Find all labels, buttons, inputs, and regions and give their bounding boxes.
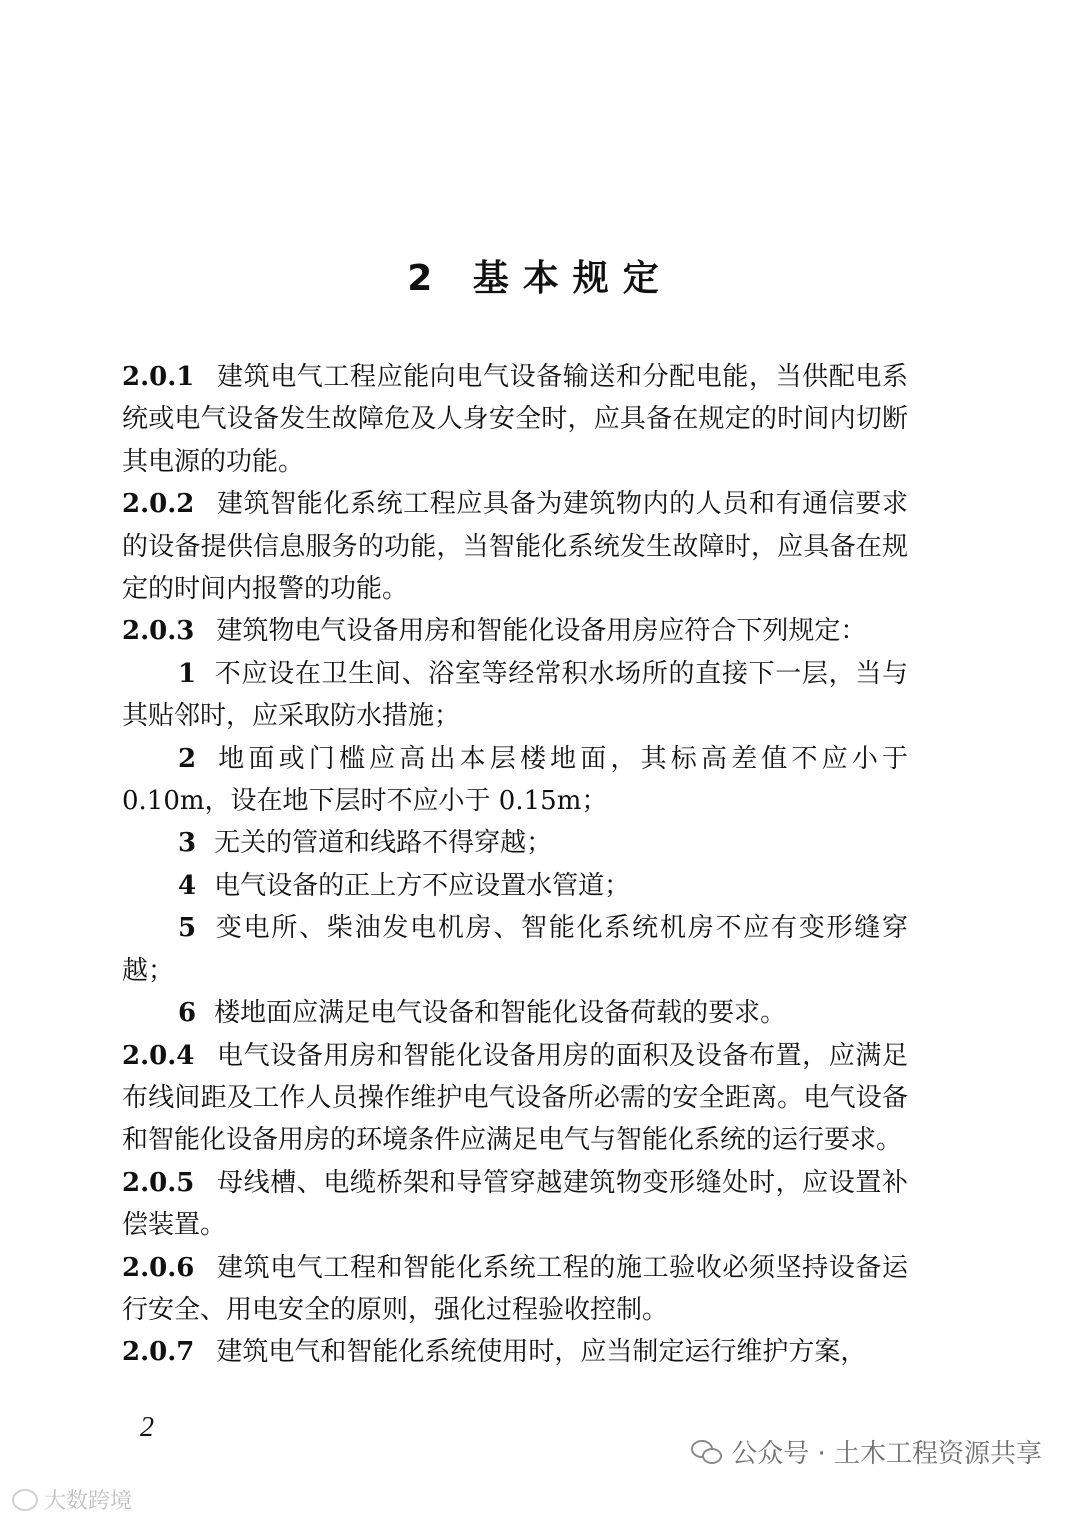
item-number: 6 bbox=[178, 998, 197, 1029]
clause-text: 电气设备用房和智能化设备用房的面积及设备布置，应满足布线间距及工作人员操作维护电气设备所必需的安全距离。电气设备和智能化设备用房的环境条件应满足电气与智能化系统的运行要求。 bbox=[122, 1040, 908, 1156]
clause-number: 2.0.1 bbox=[122, 362, 195, 392]
item-text: 楼地面应满足电气设备和智能化设备荷载的要求。 bbox=[214, 998, 787, 1029]
item-number: 1 bbox=[178, 658, 197, 689]
item-number: 2 bbox=[178, 743, 197, 774]
list-item bbox=[122, 653, 908, 738]
clause-text: 建筑电气工程和智能化系统工程的施工验收必须坚持设备运行安全、用电安全的原则，强化过程验收控制。 bbox=[122, 1252, 908, 1325]
list-item bbox=[122, 907, 908, 992]
clause-number: 2.0.5 bbox=[122, 1167, 195, 1198]
clause-number: 2.0.4 bbox=[122, 1040, 195, 1071]
watermark bbox=[12, 1484, 132, 1515]
item-text: 地面或门槛应高出本层楼地面，其标高差值不应小于 0.10m，设在地下层时不应小于 0.15m； bbox=[122, 743, 908, 817]
document-body bbox=[122, 356, 908, 1374]
list-item bbox=[122, 822, 908, 864]
clause bbox=[122, 356, 908, 483]
clause bbox=[122, 1247, 908, 1332]
watermark-text: 大数跨境 bbox=[44, 1489, 133, 1514]
item-number: 4 bbox=[178, 870, 197, 901]
item-number: 3 bbox=[178, 828, 197, 859]
clause-number: 2.0.2 bbox=[122, 489, 195, 520]
clause-text: 建筑电气和智能化系统使用时，应当制定运行维护方案， bbox=[216, 1337, 867, 1368]
wechat-icon bbox=[691, 1440, 721, 1464]
clause-text: 建筑物电气设备用房和智能化设备用房应符合下列规定： bbox=[216, 616, 867, 647]
item-text: 变电所、柴油发电机房、智能化系统机房不应有变形缝穿越； bbox=[122, 913, 908, 986]
wechat-account-text: 公众号 · 土木工程资源共享 bbox=[731, 1439, 1042, 1469]
watermark-logo-icon bbox=[12, 1489, 38, 1511]
item-text: 不应设在卫生间、浴室等经常积水场所的直接下一层，当与其贴邻时，应采取防水措施； bbox=[122, 658, 908, 732]
clause-text: 建筑智能化系统工程应具备为建筑物内的人员和有通信要求的设备提供信息服务的功能，当智能化系统发生故障时，应具备在规定的时间内报警的功能。 bbox=[122, 489, 908, 605]
item-text: 电气设备的正上方不应设置水管道； bbox=[214, 870, 631, 901]
clause bbox=[122, 1162, 908, 1247]
chapter-title: 2 基本规定 bbox=[407, 258, 673, 299]
clause bbox=[122, 483, 908, 610]
page-number: 2 bbox=[140, 1412, 154, 1443]
item-number: 5 bbox=[178, 913, 197, 944]
list-item bbox=[122, 992, 908, 1034]
clause-number: 2.0.7 bbox=[122, 1337, 195, 1368]
clause-text: 母线槽、电缆桥架和导管穿越建筑物变形缝处时，应设置补偿装置。 bbox=[122, 1167, 908, 1241]
clause-number: 2.0.6 bbox=[122, 1252, 195, 1283]
list-item bbox=[122, 738, 908, 823]
wechat-account-label bbox=[691, 1433, 1042, 1470]
clause bbox=[122, 1035, 908, 1162]
list-item bbox=[122, 865, 908, 907]
clause bbox=[122, 1331, 908, 1373]
clause bbox=[122, 610, 908, 652]
clause-number: 2.0.3 bbox=[122, 616, 195, 647]
clause-text: 建筑电气工程应能向电气设备输送和分配电能，当供配电系统或电气设备发生故障危及人身安全时，应具备在规定的时间内切断其电源的功能。 bbox=[122, 362, 908, 477]
item-text: 无关的管道和线路不得穿越； bbox=[214, 828, 553, 859]
